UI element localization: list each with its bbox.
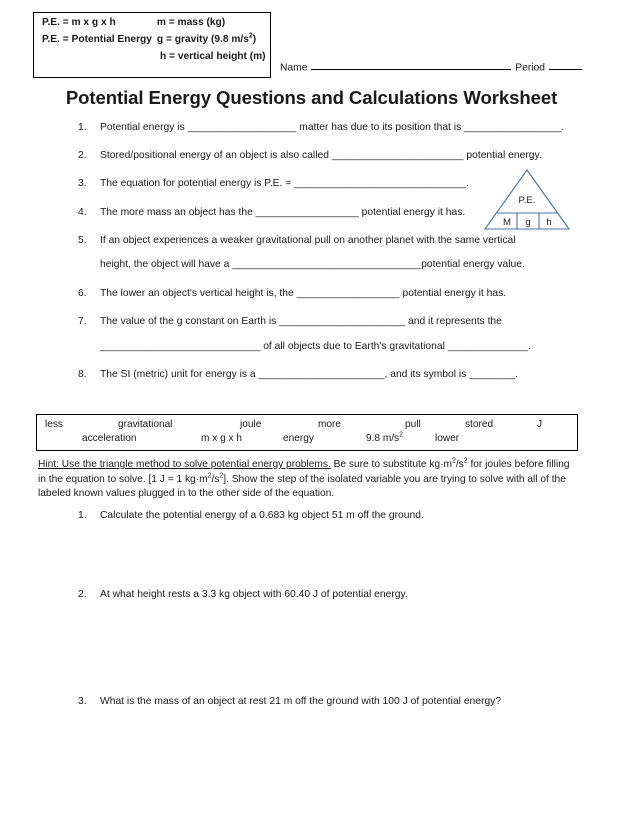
calculation-item — [78, 588, 578, 602]
formula-right-text: h = vertical height (m) — [160, 51, 266, 63]
word-bank-word: less — [45, 419, 63, 430]
hint-paragraph — [38, 458, 580, 502]
question-text: The lower an object's vertical height is, the __________________ potential energy it has. — [100, 287, 507, 299]
calculation-text: What is the mass of an object at rest 21 m off the ground with 100 J of potential energy? — [100, 696, 502, 707]
calculation-number: 2. — [78, 589, 87, 600]
page-title: Potential Energy Questions and Calculations Worksheet — [65, 87, 558, 108]
question-text — [100, 234, 578, 272]
word-bank-row — [37, 419, 577, 433]
formula-reference-box — [33, 12, 271, 78]
question-number: 2. — [78, 150, 87, 162]
question-item — [78, 315, 578, 353]
word-bank-word: m x g x h — [201, 433, 242, 444]
question-text: Stored/positional energy of an object is also called _______________________ potential energy. — [100, 150, 542, 162]
word-bank-word: pull — [405, 419, 421, 430]
question-number: 6. — [78, 287, 87, 299]
word-bank-word: stored — [465, 419, 494, 430]
calculation-text: Calculate the potential energy of a 0.683 kg object 51 m off the ground. — [100, 510, 424, 521]
calculation-item — [78, 695, 578, 709]
name-blank[interactable] — [311, 61, 511, 70]
word-bank-word: 9.8 $m/s^2$ — [366, 431, 403, 444]
question-number: 8. — [78, 368, 87, 380]
question-number: 7. — [78, 315, 87, 327]
question-text: The more mass an object has the __________________ potential energy it has. — [100, 206, 466, 218]
period-blank[interactable] — [549, 61, 582, 70]
triangle-gravity-label: g — [525, 217, 531, 228]
question-item — [78, 287, 578, 301]
word-bank-word: lower — [435, 433, 460, 444]
question-number: 1. — [78, 122, 87, 133]
word-bank-word: J — [537, 419, 543, 430]
word-bank-word: joule — [240, 419, 262, 430]
calculation-number: 1. — [78, 510, 87, 521]
question-text: The SI (metric) unit for energy is a ______________________, and its symbol is ________. — [100, 368, 518, 380]
calculation-number: 3. — [78, 696, 87, 707]
question-text: The equation for potential energy is P.E. = ______________________________. — [100, 178, 469, 190]
question-item — [78, 368, 578, 382]
formula-left-text: P.E. = m x g x h — [42, 17, 116, 28]
formula-right-text: g = gravity (9.8 $m/s^2$) — [156, 32, 257, 46]
name-label: Name — [280, 62, 308, 74]
question-text-line1: If an object experiences a weaker gravitational pull on another planet with the same vertical — [100, 234, 516, 246]
fill-in-questions-list — [78, 121, 578, 396]
period-label: Period — [515, 62, 545, 74]
calculation-item — [78, 509, 578, 523]
triangle-mass-label: M — [503, 217, 511, 228]
formula-row — [42, 18, 264, 28]
formula-row — [42, 52, 264, 62]
question-text-line2: height, the object will have a _________________________________potential energy value. — [100, 259, 525, 271]
calculation-text: At what height rests a 3.3 kg object with 60.40 J of potential energy. — [100, 589, 408, 600]
question-item — [78, 121, 578, 135]
formula-row — [42, 32, 264, 46]
formula-left-text: P.E. = Potential Energy — [42, 34, 152, 46]
question-item — [78, 149, 578, 163]
word-bank-word: acceleration — [82, 433, 137, 444]
potential-energy-triangle-diagram — [483, 168, 571, 231]
question-number: 5. — [78, 234, 87, 246]
hint-rest-text: Be sure to substitute $kg\cdot m^2/s^2$ for joules before filling in the equation to solve. [1 J = 1 $kg\cdot m^2/s^2$]. Show the step of the isolated variable you are trying to solve with all of the labeled known values plugged in to the other side of the equation. — [38, 457, 570, 500]
name-period-line — [280, 61, 583, 73]
triangle-height-label: h — [546, 217, 552, 228]
formula-right-text: m = mass (kg) — [156, 17, 226, 28]
hint-lead-text: Hint: Use the triangle method to solve potential energy problems. — [38, 459, 331, 470]
question-text: Potential energy is ___________________ matter has due to its position that is _________________. — [100, 122, 565, 133]
triangle-icon — [483, 168, 571, 231]
triangle-top-label: P.E. — [518, 195, 536, 206]
word-bank-row — [37, 433, 577, 447]
word-bank-word: more — [318, 419, 341, 430]
word-bank-box — [36, 414, 578, 451]
question-number: 3. — [78, 178, 87, 190]
question-text-line1: The value of the g constant on Earth is ______________________ and it represents the — [100, 315, 502, 327]
question-item — [78, 234, 578, 272]
worksheet-header — [0, 0, 623, 84]
question-text — [100, 315, 578, 353]
question-text-line2: ____________________________ of all objects due to Earth's gravitational ______________. — [100, 340, 531, 352]
word-bank-word: gravitational — [118, 419, 173, 430]
question-number: 4. — [78, 206, 87, 218]
word-bank-word: energy — [283, 433, 314, 444]
